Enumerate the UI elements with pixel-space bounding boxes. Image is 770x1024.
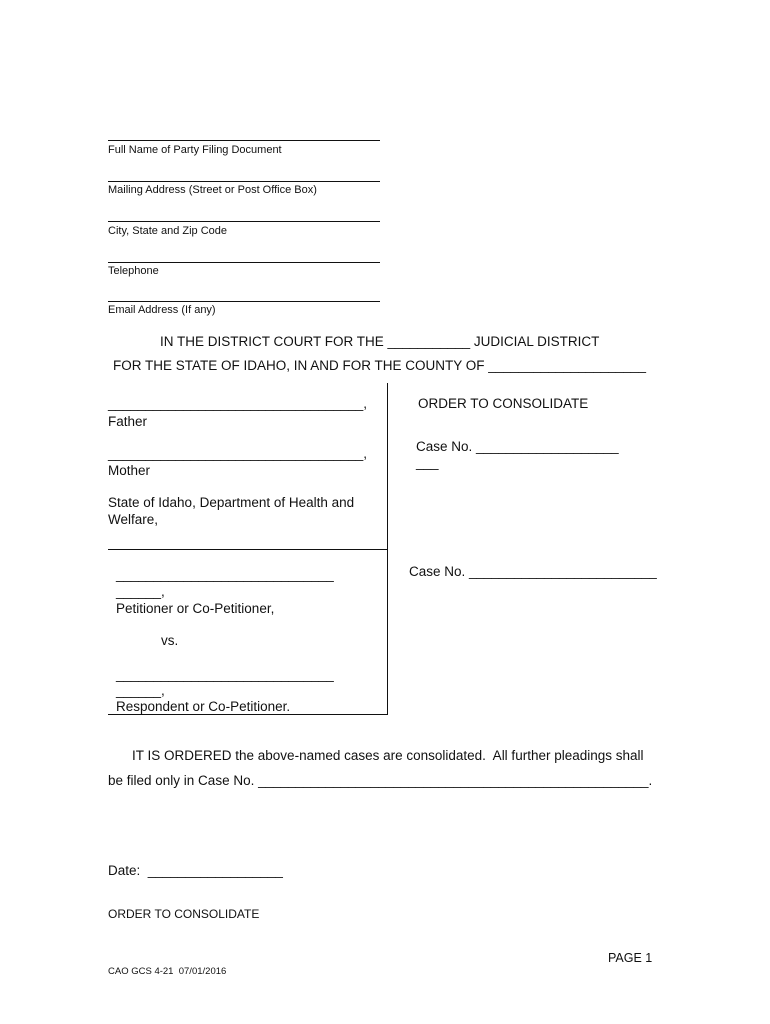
email-label: Email Address (If any) <box>108 304 216 316</box>
email-line[interactable] <box>108 301 380 302</box>
order-text-line2[interactable]: be filed only in Case No. ____________________________________________________. <box>108 773 653 788</box>
order-text-line1: IT IS ORDERED the above-named cases are consolidated. All further pleadings shall <box>132 748 644 763</box>
mailing-address-line[interactable] <box>108 181 380 182</box>
father-name-blank[interactable]: __________________________________, <box>108 396 368 411</box>
order-title: ORDER TO CONSOLIDATE <box>418 396 589 411</box>
city-state-zip-line[interactable] <box>108 221 380 222</box>
date-field[interactable]: Date: __________________ <box>108 863 283 878</box>
state-agency-line1: State of Idaho, Department of Health and <box>108 495 355 510</box>
father-label: Father <box>108 414 148 429</box>
form-id: CAO GCS 4-21 07/01/2016 <box>108 966 227 977</box>
court-heading-line2: FOR THE STATE OF IDAHO, IN AND FOR THE COUNTY OF _____________________ <box>113 358 646 373</box>
case-number-1[interactable]: Case No. ___________________ <box>416 439 619 454</box>
page-number: PAGE 1 <box>608 951 653 965</box>
footer-title: ORDER TO CONSOLIDATE <box>108 907 260 921</box>
case-number-1-cont[interactable]: ___ <box>416 455 439 470</box>
court-heading-line1: IN THE DISTRICT COURT FOR THE ___________ JUDICIAL DISTRICT <box>160 334 600 349</box>
petitioner-name-blank-cont[interactable]: ______, <box>116 584 165 599</box>
party-name-line[interactable] <box>108 140 380 141</box>
caption-divider-middle <box>108 549 388 550</box>
mother-label: Mother <box>108 463 151 478</box>
petitioner-name-blank[interactable]: _____________________________ <box>116 567 334 582</box>
party-name-label: Full Name of Party Filing Document <box>108 144 282 156</box>
mother-name-blank[interactable]: __________________________________, <box>108 446 368 461</box>
caption-divider-bottom <box>108 714 388 715</box>
petitioner-label: Petitioner or Co-Petitioner, <box>116 601 275 616</box>
respondent-name-blank[interactable]: _____________________________ <box>116 667 334 682</box>
respondent-label: Respondent or Co-Petitioner. <box>116 699 291 714</box>
telephone-label: Telephone <box>108 265 159 277</box>
telephone-line[interactable] <box>108 262 380 263</box>
respondent-name-blank-cont[interactable]: ______, <box>116 683 165 698</box>
mailing-address-label: Mailing Address (Street or Post Office Box) <box>108 184 317 196</box>
state-agency-line2: Welfare, <box>108 512 159 527</box>
versus-label: vs. <box>161 633 179 648</box>
case-number-2[interactable]: Case No. _________________________ <box>409 564 657 579</box>
city-state-zip-label: City, State and Zip Code <box>108 225 228 237</box>
